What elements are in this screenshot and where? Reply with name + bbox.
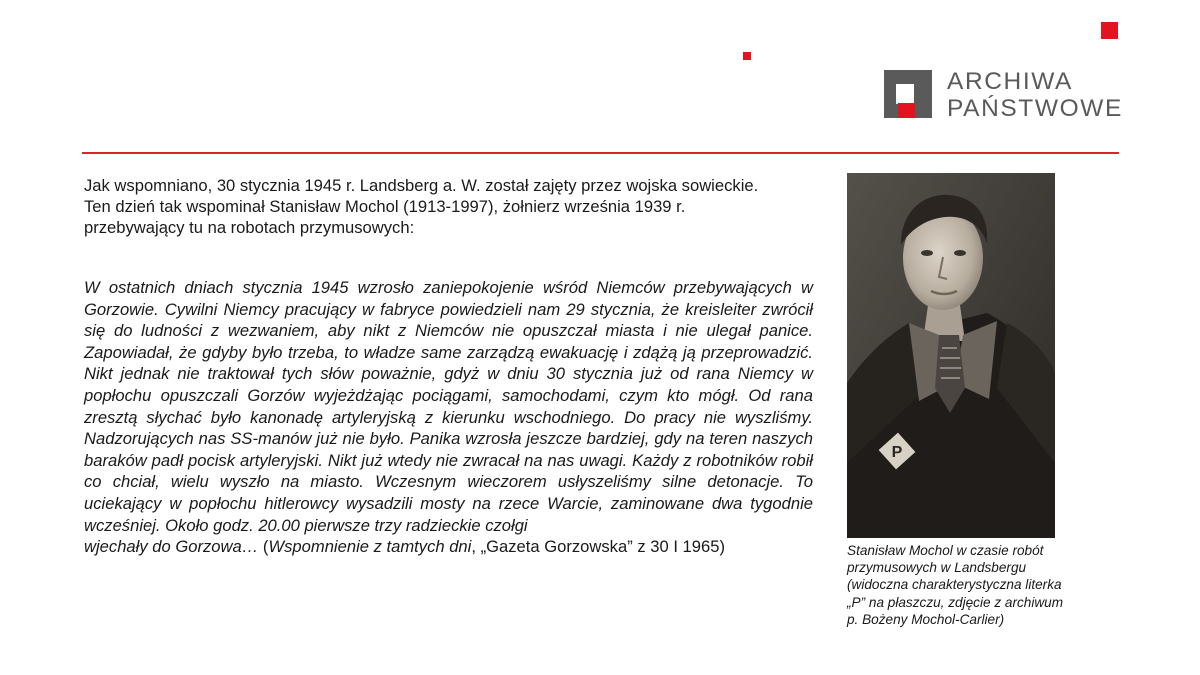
portrait-illustration bbox=[847, 173, 1055, 538]
photo-caption bbox=[847, 542, 1107, 628]
source-title: Wspomnienie z tamtych dni bbox=[268, 537, 472, 557]
source-open: ( bbox=[258, 537, 269, 557]
logo-line-2: PAŃSTWOWE bbox=[947, 95, 1123, 122]
decor-red-square-small bbox=[743, 52, 751, 60]
decor-red-square-large bbox=[1101, 22, 1118, 39]
intro-line: Ten dzień tak wspominał Stanisław Mochol (1913-1997), żołnierz września 1939 r. bbox=[84, 197, 686, 216]
logo-mark-icon bbox=[884, 70, 932, 118]
caption-line: p. Bożeny Mochol-Carlier) bbox=[847, 611, 1005, 627]
caption-line: (widoczna charakterystyczna literka bbox=[847, 577, 1062, 593]
logo-wordmark bbox=[947, 68, 1123, 122]
portrait-photo bbox=[847, 173, 1055, 538]
caption-line: Stanisław Mochol w czasie robót bbox=[847, 543, 1044, 558]
badge-letter: P bbox=[891, 444, 903, 461]
caption-line: „P” na płaszczu, zdjęcie z archiwum bbox=[847, 594, 1064, 610]
caption-line: przymusowych w Landsbergu bbox=[847, 560, 1027, 576]
intro-line: Jak wspomniano, 30 stycznia 1945 r. Landsberg a. W. został zajęty przez wojska sowieckie. bbox=[84, 176, 759, 195]
intro-paragraph bbox=[84, 175, 844, 238]
quote-last-line bbox=[84, 536, 813, 558]
header-divider bbox=[82, 152, 1119, 154]
logo-line-1: ARCHIWA bbox=[947, 68, 1073, 95]
quote-body-text: W ostatnich dniach stycznia 1945 wzrosło zaniepokojenie wśród Niemców przebywających w Gorzowie. Cywilni Niemcy pracujący w fabryce powiedzieli nam 29 stycznia, że kreisleiter zwrócił się do ludności z wezwaniem, aby nikt z Niemców nie opuszczał miasta i nie ulegał panice. Zapowiadał, że gdyby było trzeba, to władze same zarządzą ewakuację i zdążą ją przeprowadzić. Nikt jednak nie traktował tych słów poważnie, gdyż w dniu 30 stycznia już od rana Niemcy w popłochu opuszczali Gorzów wyjeżdżając pociągami, samochodami, czym kto mógł. Od rana zresztą słychać było kanonadę artyleryjską z kierunku wschodniego. Do pracy nie wyszliśmy. Nadzorujących nas SS-manów już nie było. Panika wzrosła jeszcze bardziej, gdy na teren naszych baraków padł pocisk artyleryjski. Nikt już wtedy nie zwracał na nas uwagi. Każdy z robotników robił co chciał, wielu wyszło na miasto. Wczesnym wieczorem usłyszeliśmy silne detonacje. To uciekający w popłochu hitlerowcy wysadzili mosty na rzece Warcie, zaminowane dwa tygodnie wcześniej. Około godz. 20.00 pierwsze trzy radzieckie czołgi bbox=[84, 278, 813, 535]
memoir-quote bbox=[84, 277, 813, 558]
quote-last-line-text: wjechały do Gorzowa… bbox=[84, 537, 259, 557]
source-rest: , „Gazeta Gorzowska” z 30 I 1965) bbox=[471, 537, 725, 557]
intro-line: przebywający tu na robotach przymusowych: bbox=[84, 218, 415, 237]
quote-body bbox=[84, 277, 813, 536]
archiwa-panstwowe-logo[interactable] bbox=[884, 70, 1124, 120]
